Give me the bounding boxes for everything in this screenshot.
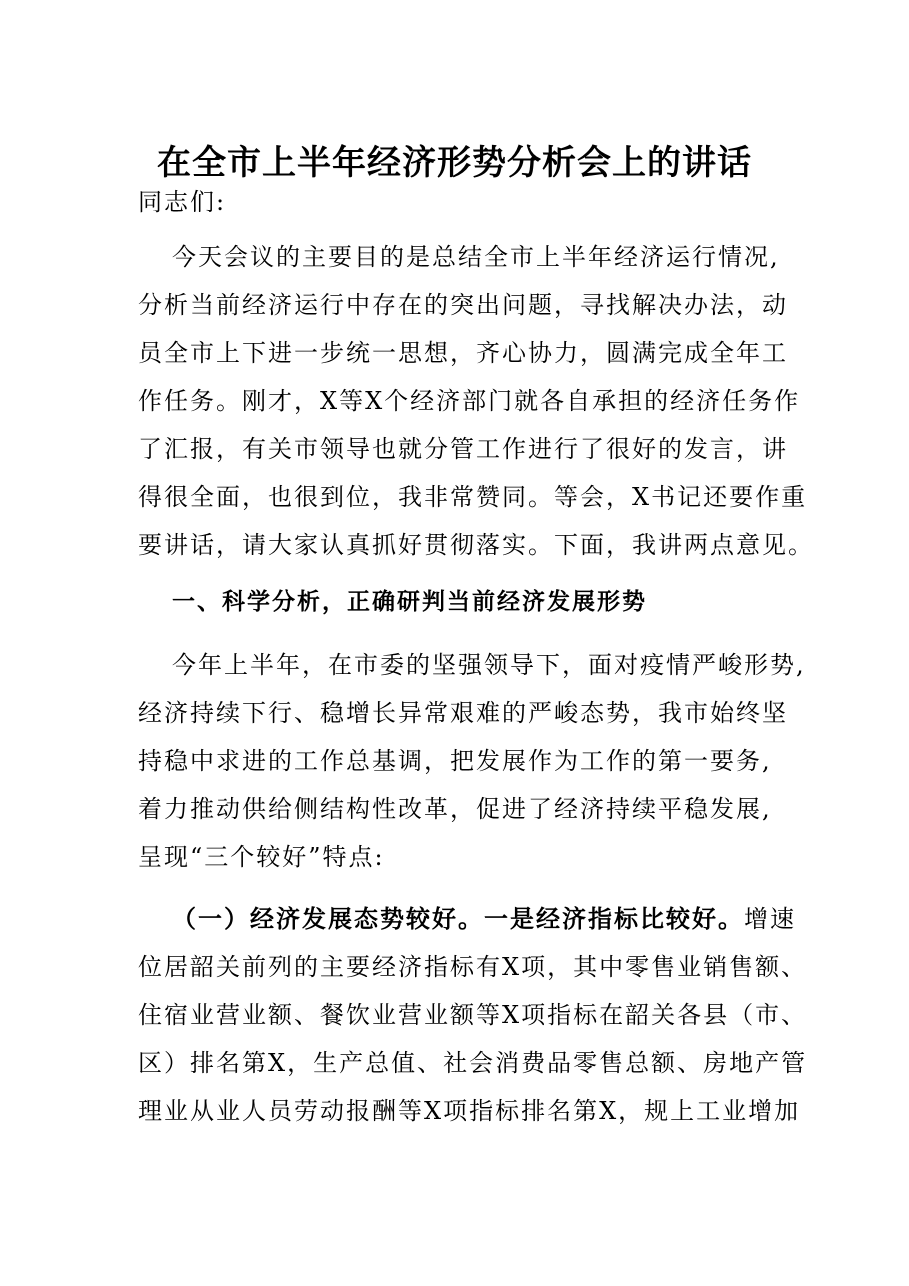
subsection-1-line-2: 位居韶关前列的主要经济指标有X项，其中零售业销售额、 [138, 953, 808, 981]
subsection-1-line-3: 住宿业营业额、餐饮业营业额等X项指标在韶关各县（市、 [138, 1001, 808, 1029]
subsection-1-line-5: 理业从业人员劳动报酬等X项指标排名第X，规上工业增加 [138, 1097, 801, 1125]
intro-line-4: 作任务。刚才，X等X个经济部门就各自承担的经济任务作 [138, 387, 801, 415]
salutation: 同志们: [138, 188, 227, 216]
intro-line-3: 员全市上下进一步统一思想，齐心协力，圆满完成全年工 [138, 339, 788, 367]
subsection-1-first-line [172, 899, 796, 939]
subsection-1-bold-lead: （一）经济发展态势较好。一是经济指标比较好。 [172, 905, 744, 933]
document-title: 在全市上半年经济形势分析会上的讲话 [157, 143, 752, 183]
section1-line-4: 着力推动供给侧结构性改革，促进了经济持续平稳发展, [138, 795, 772, 823]
section1-line-3: 持稳中求进的工作总基调，把发展作为工作的第一要务, [138, 747, 772, 775]
intro-line-1: 今天会议的主要目的是总结全市上半年经济运行情况, [172, 243, 780, 271]
intro-line-6: 得很全面，也很到位，我非常赞同。等会，X书记还要作重 [138, 483, 808, 511]
intro-line-7: 要讲话，请大家认真抓好贯彻落实。下面，我讲两点意见。 [138, 531, 814, 559]
section1-line-2: 经济持续下行、稳增长异常艰难的严峻态势，我市始终坚 [138, 699, 788, 727]
subsection-1-line-4: 区）排名第X，生产总值、社会消费品零售总额、房地产管 [138, 1049, 808, 1077]
section-heading-1: 一、科学分析，正确研判当前经济发展形势 [172, 589, 647, 615]
section1-line-1: 今年上半年，在市委的坚强领导下，面对疫情严峻形势, [172, 651, 806, 679]
subsection-1-first-line-rest: 增速 [744, 905, 796, 933]
section1-line-5: 呈现“三个较好”特点: [138, 843, 385, 871]
intro-line-2: 分析当前经济运行中存在的突出问题，寻找解决办法，动 [138, 291, 788, 319]
intro-line-5: 了汇报，有关市领导也就分管工作进行了很好的发言，讲 [138, 435, 788, 463]
